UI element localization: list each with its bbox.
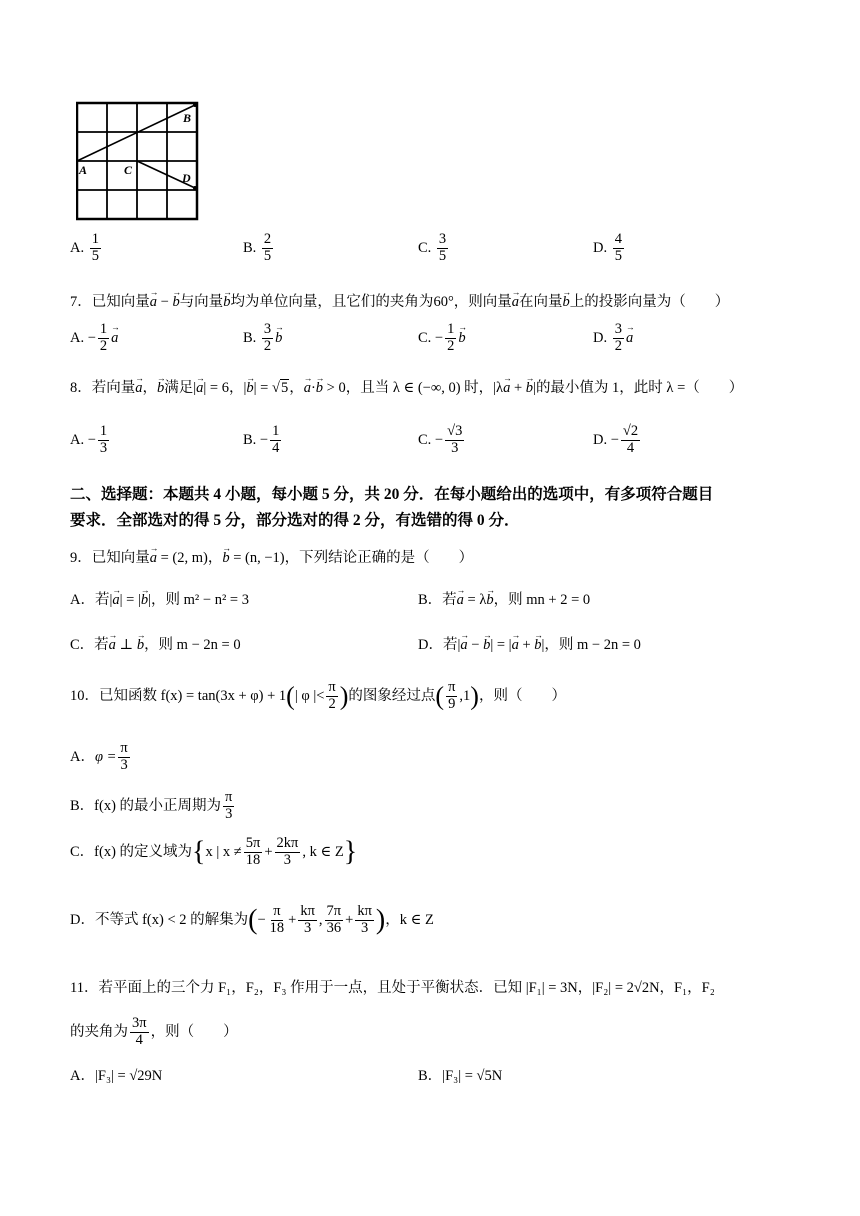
section-heading-line1: 二、选择题：本题共 4 小题，每小题 5 分，共 20 分．在每小题给出的选项中，有多项符合题目: [70, 486, 714, 503]
q8-option-b[interactable]: B. − $\frac{1}{4}$: [243, 423, 280, 456]
q10-option-a[interactable]: A．φ = $\frac{\pi}{3}$: [70, 740, 128, 773]
q8-stem: 8．若向量→ a，→ b满足|→ a| = 6，|→ b| = √5，→ a·→ b > 0，且当 λ ∈ (−∞, 0) 时，|λ→ a + → b|的最小值为 1，此时 λ =（ ）: [70, 376, 743, 397]
fraction: $\frac{3}{2}$: [614, 321, 622, 354]
q10-option-d[interactable]: D．不等式 f(x) < 2 的解集为(− $\frac{\pi}{18}$ + $\frac{k\pi}{3}$ , $\frac{7\pi}{36}$ + $\frac{k\pi}{3}$ )，k ∈ Z: [70, 903, 434, 936]
grid-diagram: [76, 100, 204, 222]
grid-figure: [76, 100, 204, 227]
fraction: $\frac{3}{2}$: [263, 321, 272, 354]
q7-stem: 7．已知向量→ a − → b与向量→ b均为单位向量，且它们的夹角为60°，则向量→ a在向量→ b上的投影向量为（ ）: [70, 290, 729, 311]
q9-option-c[interactable]: C．若→ a ⊥ → b，则 m − 2n = 0: [70, 633, 241, 654]
q9-option-d[interactable]: D．若|→ a − → b| = |→ a + → b|，则 m − 2n = 0: [418, 633, 641, 654]
fraction: $\frac{√3}{3}$: [447, 423, 463, 456]
q7-option-c[interactable]: C. − $\frac{1}{2}$ → b: [418, 322, 466, 355]
fraction: $\frac{1}{3}$: [99, 423, 108, 456]
q6-option-d[interactable]: [593, 232, 626, 265]
fraction: $\frac{1}{2}$: [99, 321, 108, 354]
q7-option-a[interactable]: A. − $\frac{1}{2}$ → a: [70, 322, 118, 355]
fraction: $\frac{1}{2}$: [447, 321, 455, 354]
q11-option-b[interactable]: B．|F₃| = √5N: [418, 1068, 503, 1084]
q10-stem: 10．已知函数 f(x) = tan(3x + φ) + 1(| φ |< $\frac{\pi}{2}$ )的图象经过点( $\frac{\pi}{9}$ ,1)，则（ ）: [70, 679, 566, 712]
q8-option-a[interactable]: A. − $\frac{1}{3}$: [70, 423, 108, 456]
q11-option-a[interactable]: A．|F₃| = √29N: [70, 1068, 163, 1084]
q8-option-d[interactable]: D. − $\frac{√2}{4}$: [593, 423, 639, 456]
q7-option-d[interactable]: D. $\frac{3}{2}$ → a: [593, 322, 633, 355]
q9-stem: 9．已知向量→ a = (2, m)，→ b = (n, −1)，下列结论正确的是（ ）: [70, 546, 473, 567]
fraction: $\frac{1}{4}$: [272, 423, 280, 456]
option-letter: A.: [70, 239, 85, 256]
q8-option-c[interactable]: C. − $\frac{√3}{3}$: [418, 423, 463, 456]
q6-option-a[interactable]: [70, 232, 103, 265]
option-letter: D.: [593, 239, 608, 256]
q9-option-a[interactable]: A．若|→ a| = |→ b|，则 m² − n² = 3: [70, 588, 249, 609]
q11-stem-line2: 的夹角为 $\frac{3\pi}{4}$ ，则（ ）: [70, 1015, 238, 1048]
section-heading-line2: 要求．全部选对的得 5 分，部分选对的得 2 分，有选错的得 0 分．: [70, 512, 520, 529]
q11-stem-line1: 11．若平面上的三个力 F₁，F₂，F₃ 作用于一点，且处于平衡状态．已知 |F₁| = 3N，|F₂| = 2√2N，F₁，F₂: [70, 980, 715, 996]
fraction: $\frac{3}{5}$: [438, 231, 447, 264]
label-D: D: [182, 171, 191, 185]
label-C: C: [124, 163, 133, 177]
label-A: A: [79, 163, 88, 177]
fraction: $\frac{1}{5}$: [91, 231, 99, 264]
option-letter: C.: [418, 239, 432, 256]
q7-option-b[interactable]: B. $\frac{3}{2}$ → b: [243, 322, 282, 355]
q10-option-b[interactable]: B．f(x) 的最小正周期为 $\frac{\pi}{3}$: [70, 789, 233, 822]
option-letter: B.: [243, 239, 257, 256]
q9-option-b[interactable]: B．若→ a = λ→ b，则 mn + 2 = 0: [418, 588, 590, 609]
q10-option-c[interactable]: C．f(x) 的定义域为{x | x ≠ $\frac{5\pi}{18}$ + $\frac{2k\pi}{3}$ , k ∈ Z}: [70, 835, 358, 868]
fraction: $\frac{2}{5}$: [263, 231, 272, 264]
label-B: B: [183, 111, 192, 125]
q6-option-b[interactable]: [243, 232, 275, 265]
q6-option-c[interactable]: [418, 232, 450, 265]
fraction: $\frac{√2}{4}$: [622, 423, 639, 456]
fraction: $\frac{4}{5}$: [614, 231, 622, 264]
